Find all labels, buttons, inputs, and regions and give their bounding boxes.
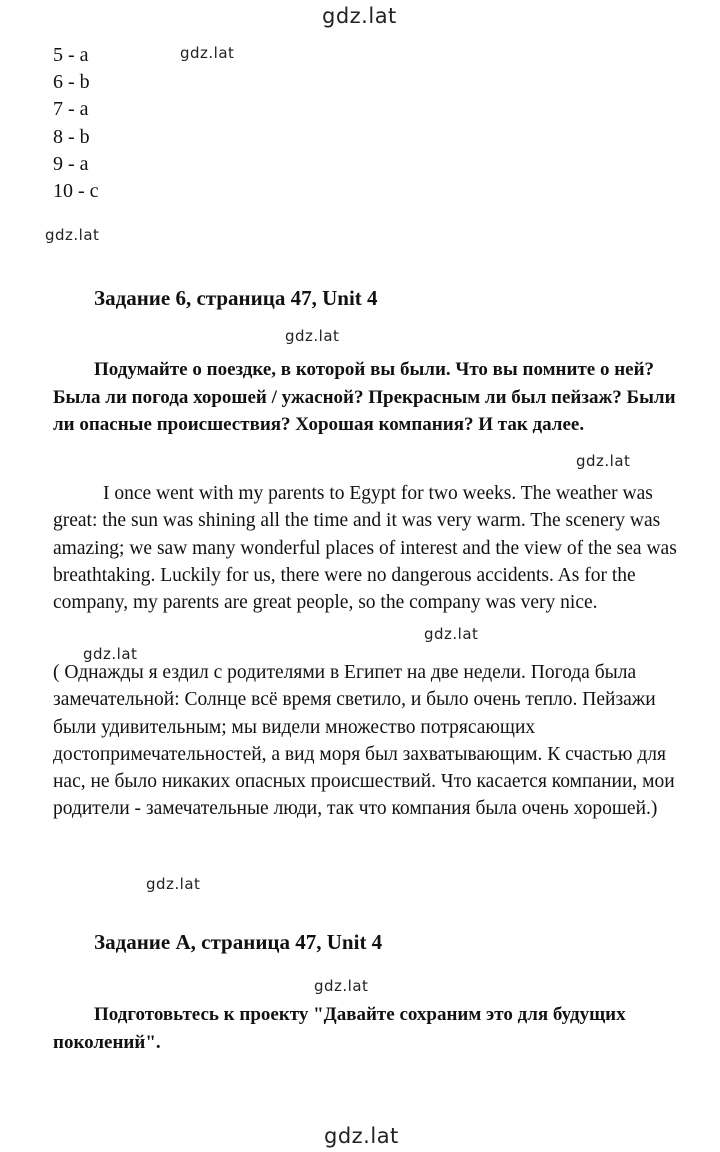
watermark-bottom: gdz.lat: [324, 1124, 399, 1148]
section-a-task: Подготовьтесь к проекту "Давайте сохраним это для будущих поколений".: [53, 1004, 626, 1053]
answer-item: 8 - b: [53, 125, 90, 148]
section-a-heading: Задание A, страница 47, Unit 4: [94, 930, 383, 954]
section-6-task: Подумайте о поездке, в которой вы были. Что вы помните о ней? Была ли погода хорошей / ужасной? Прекрасным ли был пейзаж? Были ли опасные происшествия? Хорошая компания? И так далее.: [53, 359, 676, 436]
watermark: gdz.lat: [83, 645, 138, 663]
watermark: gdz.lat: [314, 977, 369, 995]
watermark: gdz.lat: [424, 625, 479, 643]
watermark: gdz.lat: [180, 44, 235, 62]
watermark: gdz.lat: [45, 226, 100, 244]
answer-list: [53, 42, 99, 205]
section-6-heading: Задание 6, страница 47, Unit 4: [94, 286, 378, 310]
answer-item: 10 - c: [53, 180, 99, 203]
watermark: gdz.lat: [146, 875, 201, 893]
answer-item: 9 - a: [53, 152, 89, 175]
answer-item: 7 - a: [53, 98, 89, 121]
watermark-top: gdz.lat: [322, 4, 397, 28]
watermark: gdz.lat: [576, 452, 631, 470]
watermark: gdz.lat: [285, 327, 340, 345]
answer-item: 5 - a: [53, 44, 89, 66]
section-6-answer-en: I once went with my parents to Egypt for two weeks. The weather was great: the sun was shining all the time and it was very warm. The scenery was amazing; we saw many wonderful places of interest and the view of the sea was breathtaking. Luckily for us, there were no dangerous accidents. As for the company, my parents are great people, so the company was very nice.: [53, 483, 677, 614]
section-6-answer-ru: ( Однажды я ездил с родителями в Египет на две недели. Погода была замечательной: Солнце всё время светило, и было очень тепло. Пейзажи были удивительным; мы видели множество потрясающих достопримечательностей, а вид моря был захватывающим. К счастью для нас, не было никаких опасных происшествий. Что касается компании, мои родители - замечательные люди, так что компания была очень хорошей.): [53, 662, 675, 820]
answer-item: 6 - b: [53, 71, 90, 94]
